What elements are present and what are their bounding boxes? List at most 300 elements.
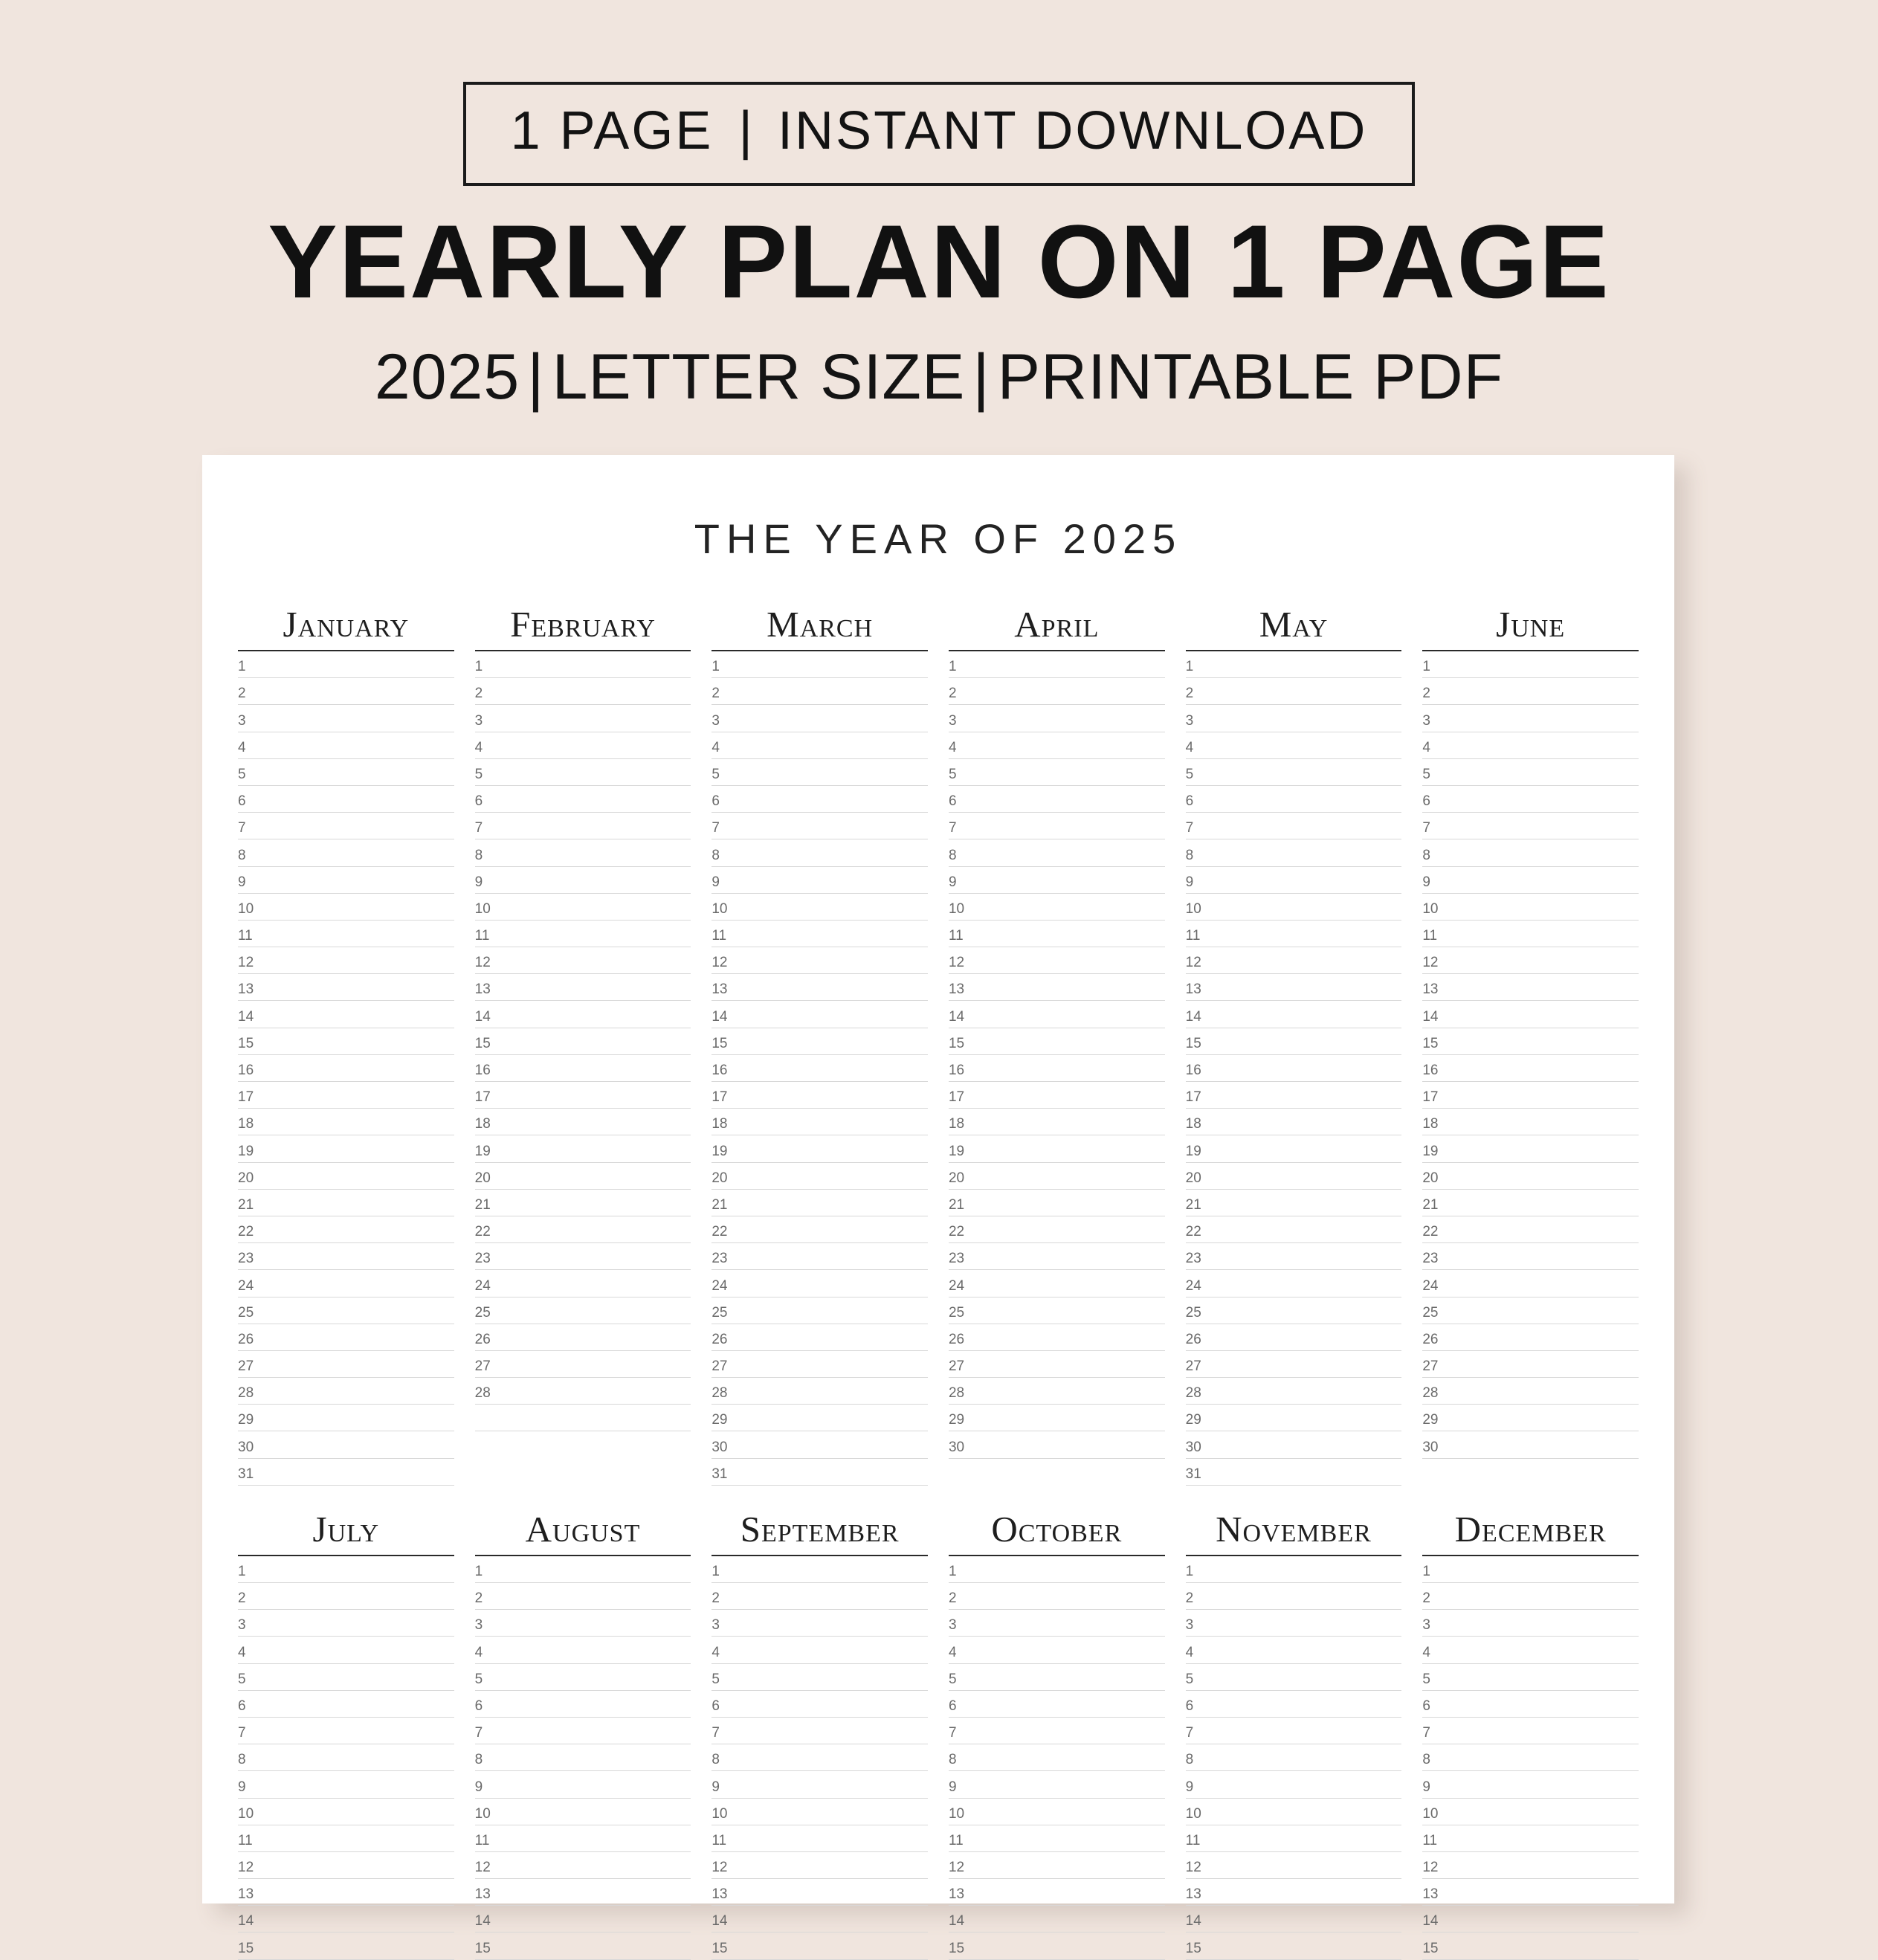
day-row[interactable] xyxy=(475,1825,691,1852)
day-number: 11 xyxy=(1185,928,1201,944)
day-row[interactable] xyxy=(949,947,1165,974)
day-row[interactable] xyxy=(711,1610,928,1637)
day-row[interactable] xyxy=(1422,1243,1639,1270)
day-row[interactable] xyxy=(949,813,1165,839)
day-row[interactable] xyxy=(1422,1297,1639,1324)
day-row[interactable] xyxy=(1186,1556,1402,1583)
day-row[interactable] xyxy=(238,1718,454,1744)
day-row[interactable] xyxy=(711,651,928,678)
day-row[interactable] xyxy=(1186,1405,1402,1431)
day-row[interactable] xyxy=(238,678,454,705)
day-row[interactable] xyxy=(949,732,1165,759)
day-row[interactable] xyxy=(711,1556,928,1583)
day-number: 15 xyxy=(1422,1035,1439,1051)
day-row[interactable] xyxy=(949,1637,1165,1663)
day-row[interactable] xyxy=(711,1028,928,1055)
day-row[interactable] xyxy=(1186,1637,1402,1663)
day-row[interactable] xyxy=(238,839,454,866)
day-row[interactable] xyxy=(1422,1055,1639,1082)
day-row[interactable] xyxy=(238,1771,454,1798)
day-row[interactable] xyxy=(711,732,928,759)
day-row[interactable] xyxy=(475,1799,691,1825)
day-row[interactable] xyxy=(475,1055,691,1082)
day-row[interactable] xyxy=(238,1190,454,1216)
day-row[interactable] xyxy=(711,1297,928,1324)
day-row[interactable] xyxy=(711,1109,928,1135)
day-number: 21 xyxy=(711,1196,728,1213)
day-row[interactable] xyxy=(238,1691,454,1718)
day-row[interactable] xyxy=(238,1906,454,1932)
day-row[interactable] xyxy=(1186,1297,1402,1324)
day-row[interactable] xyxy=(475,732,691,759)
day-row[interactable] xyxy=(1422,1583,1639,1610)
day-row[interactable] xyxy=(475,1135,691,1162)
day-number: 28 xyxy=(711,1385,728,1402)
day-row[interactable] xyxy=(949,867,1165,894)
day-row[interactable] xyxy=(475,1906,691,1932)
day-row[interactable] xyxy=(1186,1216,1402,1243)
day-row[interactable] xyxy=(1186,1932,1402,1959)
day-row[interactable] xyxy=(1186,1190,1402,1216)
day-row[interactable] xyxy=(1186,894,1402,921)
day-row[interactable] xyxy=(238,1082,454,1109)
day-row[interactable] xyxy=(238,1163,454,1190)
day-number: 8 xyxy=(1422,847,1430,863)
day-row[interactable] xyxy=(1186,1744,1402,1771)
day-row[interactable] xyxy=(238,1270,454,1297)
day-number: 19 xyxy=(474,1143,491,1159)
day-row[interactable] xyxy=(1186,1718,1402,1744)
day-row[interactable] xyxy=(711,1691,928,1718)
day-row[interactable] xyxy=(238,1932,454,1959)
day-row[interactable] xyxy=(1422,1216,1639,1243)
day-row[interactable] xyxy=(711,921,928,947)
day-row[interactable] xyxy=(711,1879,928,1906)
day-number: 12 xyxy=(948,955,965,971)
day-row[interactable] xyxy=(238,732,454,759)
day-row[interactable] xyxy=(238,1825,454,1852)
day-row[interactable] xyxy=(475,1297,691,1324)
day-row[interactable] xyxy=(238,1216,454,1243)
day-row[interactable] xyxy=(238,759,454,786)
day-row[interactable] xyxy=(1186,921,1402,947)
day-row[interactable] xyxy=(1186,1109,1402,1135)
day-row[interactable] xyxy=(949,786,1165,813)
day-row[interactable] xyxy=(1422,1691,1639,1718)
day-row[interactable] xyxy=(475,1109,691,1135)
day-row[interactable] xyxy=(238,1324,454,1351)
day-row[interactable] xyxy=(238,921,454,947)
day-row[interactable] xyxy=(949,1583,1165,1610)
day-row[interactable] xyxy=(711,1799,928,1825)
day-row[interactable] xyxy=(711,1825,928,1852)
day-row[interactable] xyxy=(475,1637,691,1663)
day-row[interactable] xyxy=(475,651,691,678)
day-row[interactable] xyxy=(949,1297,1165,1324)
day-row[interactable] xyxy=(949,1744,1165,1771)
day-row[interactable] xyxy=(475,921,691,947)
day-row[interactable] xyxy=(1186,1055,1402,1082)
day-row[interactable] xyxy=(949,1852,1165,1879)
day-row[interactable] xyxy=(949,1691,1165,1718)
day-row[interactable] xyxy=(1422,1744,1639,1771)
day-row[interactable] xyxy=(1422,1556,1639,1583)
day-number: 14 xyxy=(474,1913,491,1930)
day-row[interactable] xyxy=(1422,974,1639,1001)
day-row[interactable] xyxy=(1186,1664,1402,1691)
day-row[interactable] xyxy=(1422,1825,1639,1852)
day-number: 28 xyxy=(238,1385,254,1402)
day-row[interactable] xyxy=(949,1324,1165,1351)
day-row[interactable] xyxy=(949,1190,1165,1216)
day-number: 3 xyxy=(948,712,957,729)
day-row[interactable] xyxy=(711,974,928,1001)
subtitle-year: 2025 xyxy=(374,341,520,413)
day-row[interactable] xyxy=(1422,1664,1639,1691)
day-row[interactable] xyxy=(238,705,454,732)
day-row[interactable] xyxy=(238,867,454,894)
day-number: 13 xyxy=(711,981,728,998)
day-row[interactable] xyxy=(711,1001,928,1028)
day-row[interactable] xyxy=(711,759,928,786)
day-row[interactable] xyxy=(711,867,928,894)
day-row[interactable] xyxy=(475,1610,691,1637)
day-row[interactable] xyxy=(949,1082,1165,1109)
day-row[interactable] xyxy=(1186,1852,1402,1879)
day-number: 30 xyxy=(711,1439,728,1455)
day-row[interactable] xyxy=(475,1028,691,1055)
day-row[interactable] xyxy=(475,1932,691,1959)
day-row[interactable] xyxy=(475,813,691,839)
day-number: 5 xyxy=(474,766,483,782)
day-row[interactable] xyxy=(1422,651,1639,678)
day-row[interactable] xyxy=(711,1351,928,1378)
day-row[interactable] xyxy=(475,705,691,732)
day-row[interactable] xyxy=(238,1664,454,1691)
day-row[interactable] xyxy=(949,921,1165,947)
day-row[interactable] xyxy=(1186,1691,1402,1718)
day-row[interactable] xyxy=(475,894,691,921)
day-row[interactable] xyxy=(711,1718,928,1744)
day-row[interactable] xyxy=(1186,1431,1402,1458)
day-row[interactable] xyxy=(475,1583,691,1610)
day-row[interactable] xyxy=(238,813,454,839)
day-row[interactable] xyxy=(1422,732,1639,759)
day-row[interactable] xyxy=(949,1351,1165,1378)
day-row[interactable] xyxy=(711,1664,928,1691)
day-row[interactable] xyxy=(949,974,1165,1001)
day-row[interactable] xyxy=(238,1109,454,1135)
day-row[interactable] xyxy=(238,651,454,678)
day-row[interactable] xyxy=(1186,1771,1402,1798)
day-row[interactable] xyxy=(949,1405,1165,1431)
day-row[interactable] xyxy=(238,1378,454,1405)
day-row[interactable] xyxy=(711,1459,928,1486)
day-row[interactable] xyxy=(238,894,454,921)
day-row[interactable] xyxy=(1422,1932,1639,1959)
day-row[interactable] xyxy=(711,1243,928,1270)
day-row[interactable] xyxy=(711,1055,928,1082)
day-row[interactable] xyxy=(1422,921,1639,947)
day-row[interactable] xyxy=(711,894,928,921)
day-row[interactable] xyxy=(1186,813,1402,839)
day-row[interactable] xyxy=(711,1637,928,1663)
day-row[interactable] xyxy=(1186,1610,1402,1637)
day-row[interactable] xyxy=(1422,1324,1639,1351)
day-row[interactable] xyxy=(1186,1243,1402,1270)
day-row[interactable] xyxy=(1422,1190,1639,1216)
day-row[interactable] xyxy=(1422,1852,1639,1879)
day-row[interactable] xyxy=(711,1378,928,1405)
day-number: 16 xyxy=(1422,1063,1439,1078)
day-row[interactable] xyxy=(475,1163,691,1190)
day-row[interactable] xyxy=(1186,1135,1402,1162)
day-row[interactable] xyxy=(475,1324,691,1351)
day-row[interactable] xyxy=(238,1055,454,1082)
day-row[interactable] xyxy=(1186,1825,1402,1852)
day-row[interactable] xyxy=(238,1610,454,1637)
day-row[interactable] xyxy=(475,1691,691,1718)
day-row[interactable] xyxy=(711,1744,928,1771)
day-row[interactable] xyxy=(711,1771,928,1798)
day-row[interactable] xyxy=(949,1135,1165,1162)
day-row[interactable] xyxy=(1422,1799,1639,1825)
day-row[interactable] xyxy=(949,1109,1165,1135)
day-row[interactable] xyxy=(475,759,691,786)
day-row[interactable] xyxy=(1422,867,1639,894)
day-row[interactable] xyxy=(475,1243,691,1270)
day-row[interactable] xyxy=(475,786,691,813)
day-row[interactable] xyxy=(1422,1906,1639,1932)
day-row[interactable] xyxy=(1422,759,1639,786)
badge-separator: | xyxy=(738,101,753,161)
day-number: 14 xyxy=(948,1008,965,1025)
day-row[interactable] xyxy=(475,1270,691,1297)
day-row[interactable] xyxy=(238,1852,454,1879)
day-row[interactable] xyxy=(238,1135,454,1162)
day-row[interactable] xyxy=(949,1879,1165,1906)
day-row[interactable] xyxy=(711,1163,928,1190)
day-row[interactable] xyxy=(949,1771,1165,1798)
day-row[interactable] xyxy=(238,1637,454,1663)
day-row[interactable] xyxy=(1422,786,1639,813)
day-number: 12 xyxy=(1422,1860,1439,1876)
day-number: 22 xyxy=(711,1224,728,1240)
day-row[interactable] xyxy=(1422,1431,1639,1458)
day-row[interactable] xyxy=(238,1583,454,1610)
day-number: 3 xyxy=(1422,1617,1430,1634)
day-row[interactable] xyxy=(949,1431,1165,1458)
day-row[interactable] xyxy=(1186,651,1402,678)
day-row[interactable] xyxy=(949,759,1165,786)
day-row[interactable] xyxy=(1186,1799,1402,1825)
day-row[interactable] xyxy=(949,1270,1165,1297)
day-row[interactable] xyxy=(949,1556,1165,1583)
day-row[interactable] xyxy=(949,1799,1165,1825)
day-row[interactable] xyxy=(711,1583,928,1610)
day-row[interactable] xyxy=(949,678,1165,705)
day-row[interactable] xyxy=(475,1744,691,1771)
day-row[interactable] xyxy=(238,1556,454,1583)
day-number: 4 xyxy=(474,739,483,755)
day-row[interactable] xyxy=(1186,1028,1402,1055)
day-number: 4 xyxy=(1185,739,1194,755)
day-row[interactable] xyxy=(1422,1405,1639,1431)
day-row[interactable] xyxy=(238,1879,454,1906)
day-row[interactable] xyxy=(711,947,928,974)
day-row[interactable] xyxy=(1186,839,1402,866)
day-row[interactable] xyxy=(238,1405,454,1431)
day-row[interactable] xyxy=(1186,1378,1402,1405)
day-row[interactable] xyxy=(711,813,928,839)
day-row[interactable] xyxy=(1186,1906,1402,1932)
day-row[interactable] xyxy=(238,1351,454,1378)
day-number: 18 xyxy=(948,1116,965,1132)
day-row[interactable] xyxy=(1186,705,1402,732)
day-row[interactable] xyxy=(1186,1879,1402,1906)
day-row[interactable] xyxy=(475,947,691,974)
day-number: 16 xyxy=(238,1063,254,1078)
day-row[interactable] xyxy=(711,839,928,866)
day-row[interactable] xyxy=(475,974,691,1001)
day-row[interactable] xyxy=(711,1190,928,1216)
day-row[interactable] xyxy=(711,1270,928,1297)
day-row[interactable] xyxy=(1422,1109,1639,1135)
day-row[interactable] xyxy=(238,1243,454,1270)
day-row[interactable] xyxy=(475,1852,691,1879)
day-row[interactable] xyxy=(1186,1351,1402,1378)
day-row[interactable] xyxy=(1422,1028,1639,1055)
day-number: 21 xyxy=(474,1196,491,1213)
day-row[interactable] xyxy=(475,1879,691,1906)
day-row[interactable] xyxy=(949,1378,1165,1405)
day-row[interactable] xyxy=(711,1431,928,1458)
day-row[interactable] xyxy=(238,947,454,974)
day-row[interactable] xyxy=(1422,1001,1639,1028)
day-row[interactable] xyxy=(475,1082,691,1109)
day-row[interactable] xyxy=(1186,678,1402,705)
day-row[interactable] xyxy=(475,839,691,866)
day-row[interactable] xyxy=(475,1664,691,1691)
day-row[interactable] xyxy=(475,1216,691,1243)
day-row[interactable] xyxy=(238,974,454,1001)
day-row[interactable] xyxy=(1186,786,1402,813)
day-row[interactable] xyxy=(475,1556,691,1583)
day-row[interactable] xyxy=(475,678,691,705)
day-row[interactable] xyxy=(1422,705,1639,732)
day-row[interactable] xyxy=(711,1906,928,1932)
day-row[interactable] xyxy=(1186,1270,1402,1297)
day-row[interactable] xyxy=(949,1718,1165,1744)
day-row[interactable] xyxy=(949,1243,1165,1270)
day-row[interactable] xyxy=(238,1799,454,1825)
day-row[interactable] xyxy=(238,1028,454,1055)
day-row[interactable] xyxy=(238,786,454,813)
day-row[interactable] xyxy=(1186,1459,1402,1486)
day-row[interactable] xyxy=(1422,1135,1639,1162)
day-row[interactable] xyxy=(949,1932,1165,1959)
day-row[interactable] xyxy=(238,1459,454,1486)
day-row[interactable] xyxy=(949,1163,1165,1190)
day-row[interactable] xyxy=(475,867,691,894)
day-row[interactable] xyxy=(475,1001,691,1028)
day-row[interactable] xyxy=(949,1028,1165,1055)
day-row[interactable] xyxy=(1422,1718,1639,1744)
day-row[interactable] xyxy=(1422,813,1639,839)
day-row[interactable] xyxy=(1186,974,1402,1001)
day-row xyxy=(1422,1459,1639,1486)
day-row[interactable] xyxy=(238,1431,454,1458)
day-row[interactable] xyxy=(1422,1610,1639,1637)
day-row[interactable] xyxy=(1422,1771,1639,1798)
day-row[interactable] xyxy=(949,705,1165,732)
day-row[interactable] xyxy=(711,1324,928,1351)
day-row[interactable] xyxy=(1422,678,1639,705)
day-row[interactable] xyxy=(711,1405,928,1431)
day-row[interactable] xyxy=(238,1744,454,1771)
day-row[interactable] xyxy=(1422,1351,1639,1378)
day-row[interactable] xyxy=(711,1135,928,1162)
day-row[interactable] xyxy=(711,786,928,813)
day-row[interactable] xyxy=(949,1906,1165,1932)
day-row[interactable] xyxy=(475,1771,691,1798)
day-row[interactable] xyxy=(711,1082,928,1109)
day-row[interactable] xyxy=(949,1216,1165,1243)
day-row[interactable] xyxy=(475,1718,691,1744)
day-row[interactable] xyxy=(475,1351,691,1378)
day-number: 17 xyxy=(711,1089,728,1106)
day-row[interactable] xyxy=(949,1001,1165,1028)
day-row[interactable] xyxy=(1186,1001,1402,1028)
day-row[interactable] xyxy=(711,1932,928,1959)
day-row[interactable] xyxy=(475,1190,691,1216)
day-row[interactable] xyxy=(949,1610,1165,1637)
day-row[interactable] xyxy=(1422,1378,1639,1405)
day-row[interactable] xyxy=(1186,1324,1402,1351)
day-row[interactable] xyxy=(1186,1082,1402,1109)
day-row[interactable] xyxy=(1186,1163,1402,1190)
day-row[interactable] xyxy=(1186,1583,1402,1610)
day-row[interactable] xyxy=(1422,894,1639,921)
day-row[interactable] xyxy=(949,1825,1165,1852)
day-row[interactable] xyxy=(1422,947,1639,974)
day-number: 7 xyxy=(1185,1725,1194,1741)
day-row[interactable] xyxy=(1186,867,1402,894)
day-row[interactable] xyxy=(711,1216,928,1243)
day-row[interactable] xyxy=(1422,1637,1639,1663)
day-row[interactable] xyxy=(949,839,1165,866)
day-row[interactable] xyxy=(711,678,928,705)
day-row[interactable] xyxy=(711,1852,928,1879)
day-row[interactable] xyxy=(1186,947,1402,974)
day-row[interactable] xyxy=(949,651,1165,678)
day-row[interactable] xyxy=(475,1378,691,1405)
day-row[interactable] xyxy=(1186,759,1402,786)
day-row[interactable] xyxy=(949,894,1165,921)
day-row[interactable] xyxy=(711,705,928,732)
day-row[interactable] xyxy=(1186,732,1402,759)
day-row[interactable] xyxy=(1422,1270,1639,1297)
day-row[interactable] xyxy=(1422,1163,1639,1190)
day-row[interactable] xyxy=(949,1664,1165,1691)
day-row[interactable] xyxy=(949,1055,1165,1082)
day-row[interactable] xyxy=(238,1297,454,1324)
day-row[interactable] xyxy=(1422,1082,1639,1109)
day-number: 13 xyxy=(1185,981,1201,998)
day-row[interactable] xyxy=(1422,1879,1639,1906)
day-row[interactable] xyxy=(238,1001,454,1028)
day-row[interactable] xyxy=(1422,839,1639,866)
